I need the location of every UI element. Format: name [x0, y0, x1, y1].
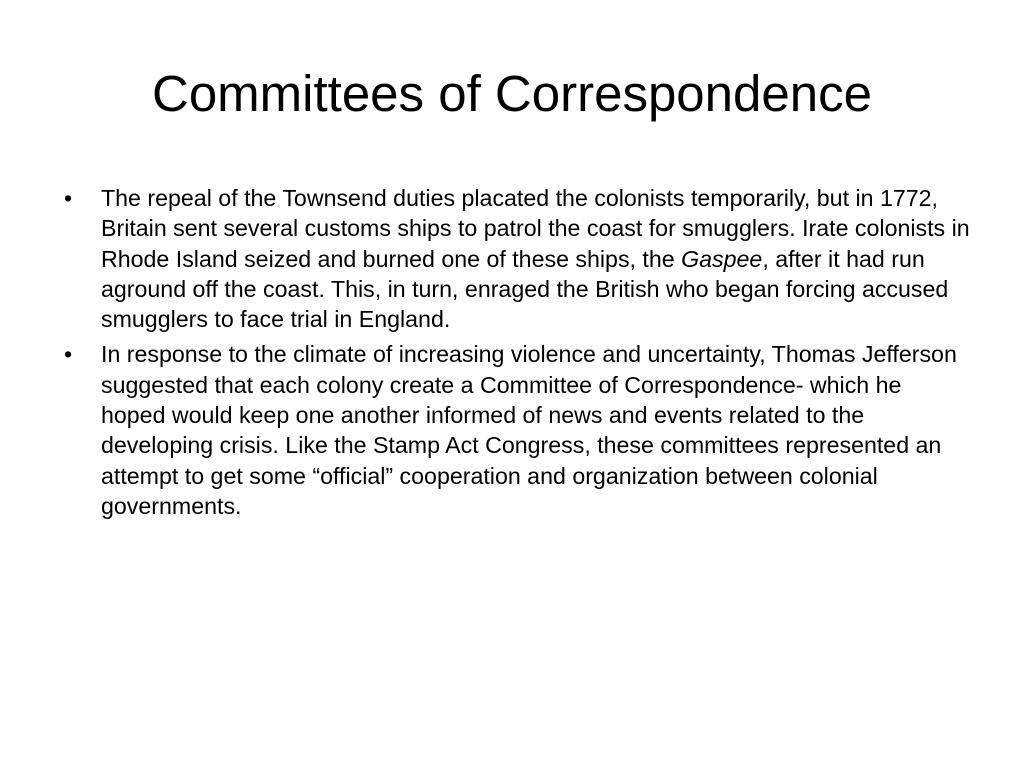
bullet-text-part: The repeal of the Townsend duties placated the colonists temporarily, but in 1772, Britain sent several customs ships to patrol the coast for smugglers. Irate colonists in Rhode Island seized and burned one of these ships, the	[101, 185, 970, 272]
slide-title: Committees of Correspondence	[151, 65, 872, 122]
ship-name-gaspee: Gaspee	[681, 245, 763, 272]
bullet-text-part: , after it had run aground off the coast. This, in turn, enraged the British who began forcing accused smugglers to face trial in England.	[101, 245, 949, 333]
bullet-list	[58, 183, 970, 526]
bullet-item-committees	[58, 339, 970, 521]
bullet-item-townsend	[58, 183, 970, 334]
bullet-icon: •	[63, 341, 73, 368]
bullet-text: In response to the climate of increasing violence and uncertainty, Thomas Jefferson suggested that each colony create a Committee of Correspondence- which he hoped would keep one another informed of news and events related to the developing crisis. Like the Stamp Act Congress, these committees represented an attempt to get some “official” cooperation and organization between colonial governments.	[101, 341, 957, 519]
bullet-icon: •	[63, 185, 73, 211]
